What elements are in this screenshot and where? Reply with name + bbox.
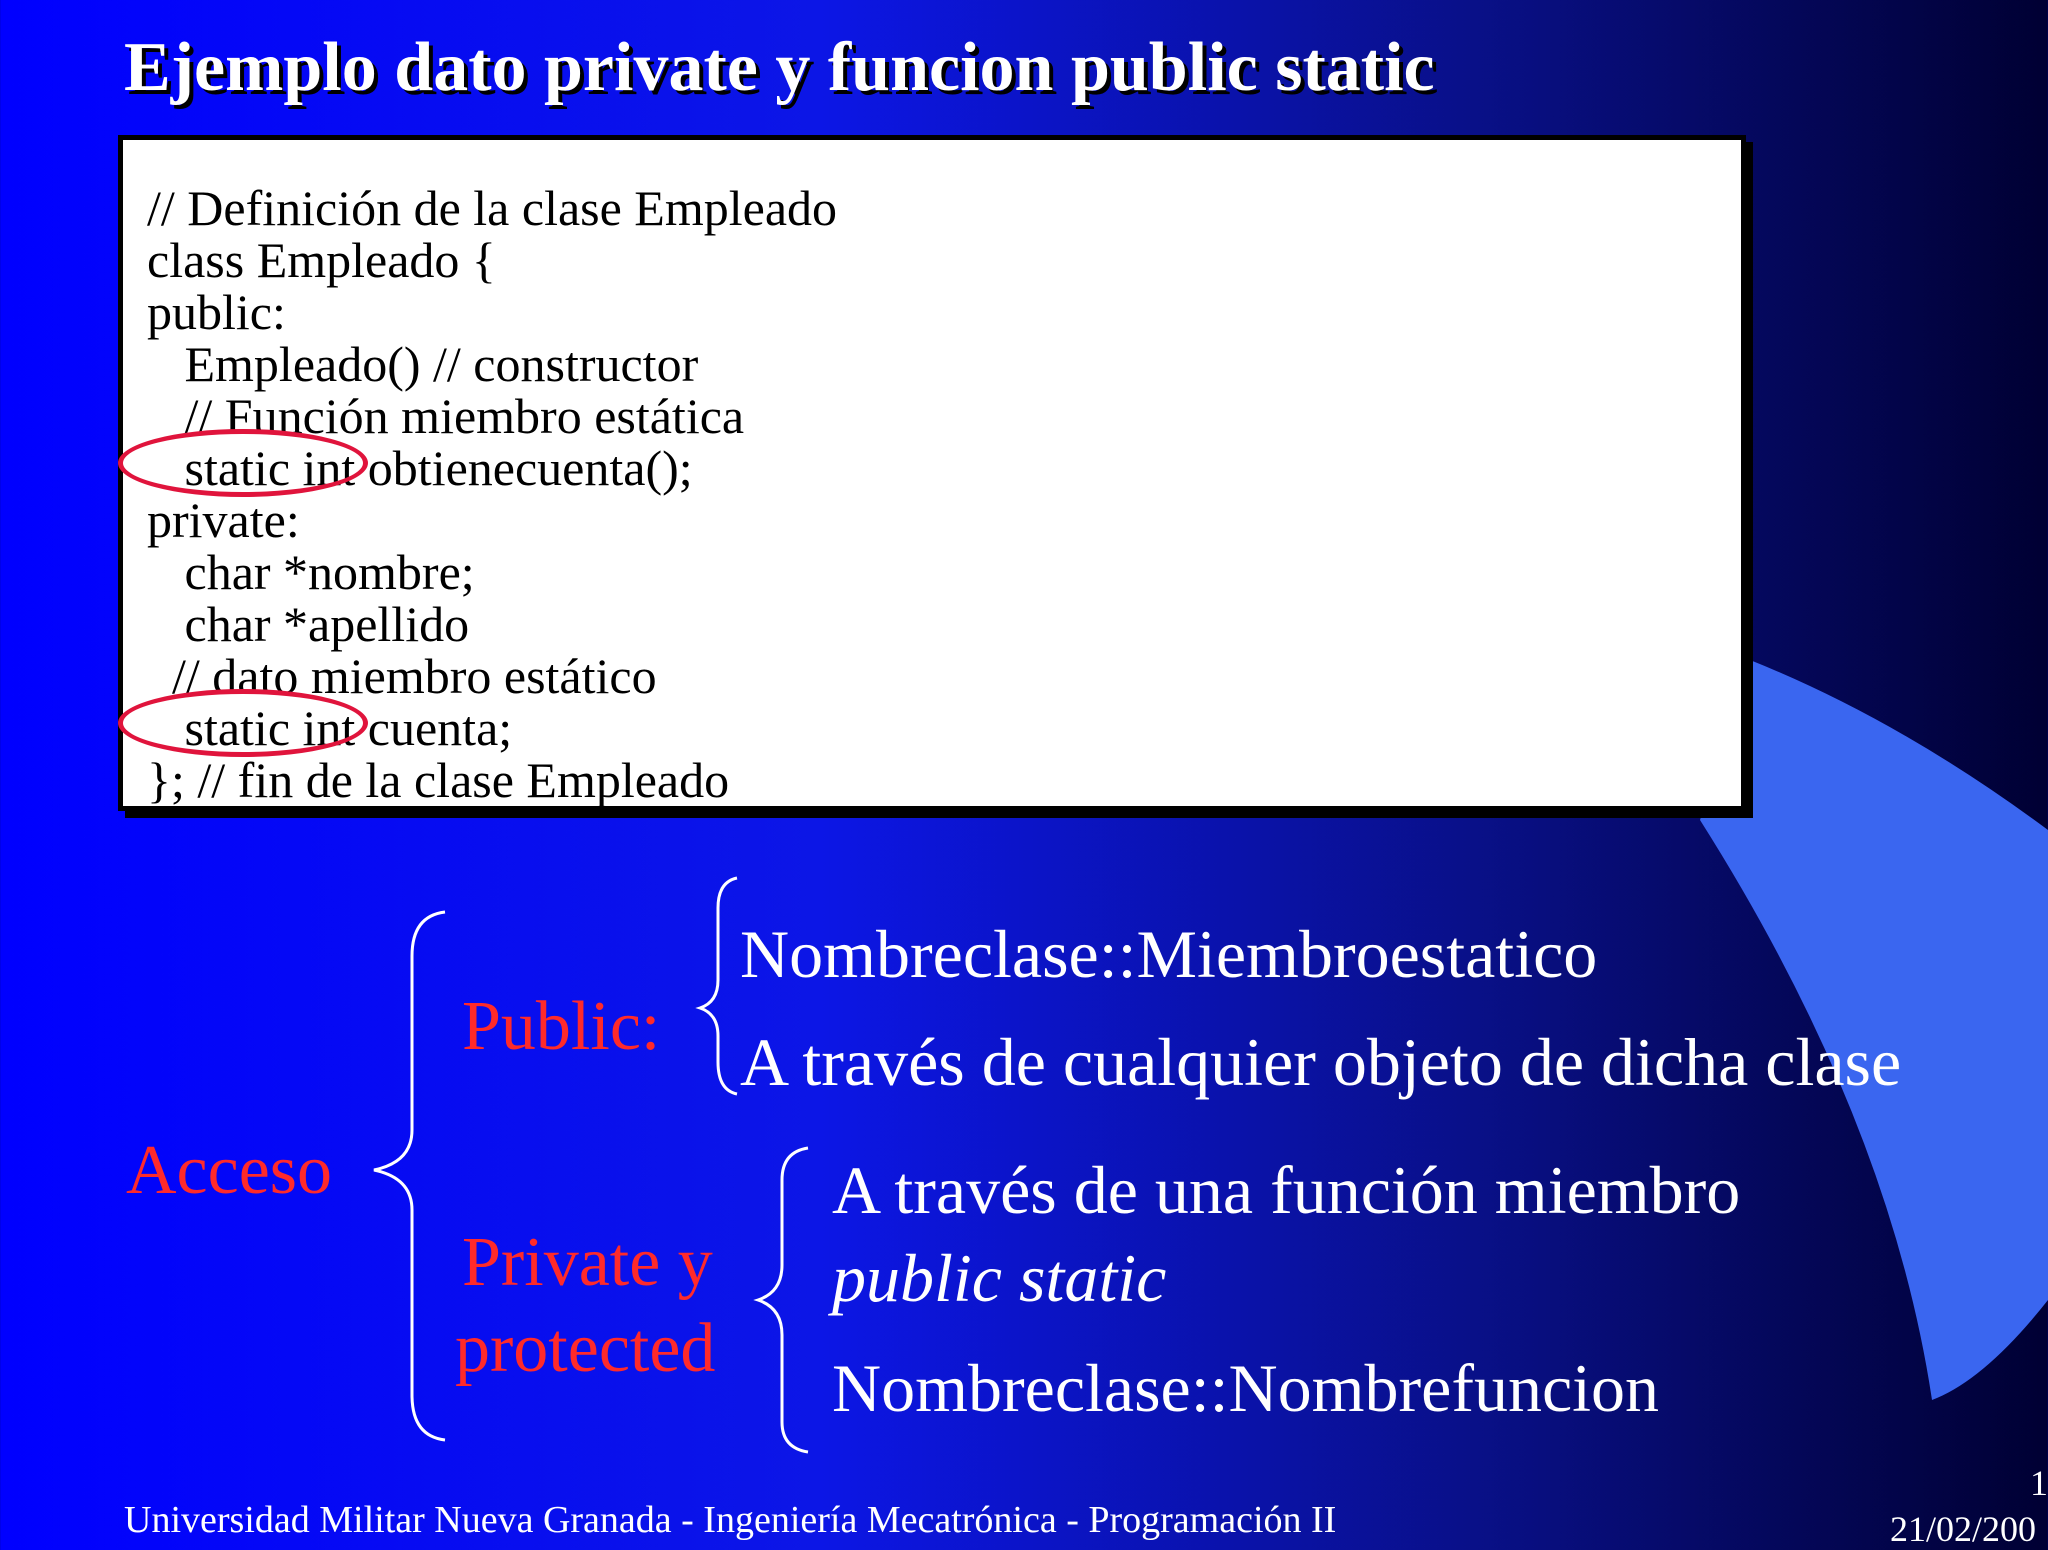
slide-title: Ejemplo dato private y funcion public static: [124, 29, 1435, 106]
code-line: char *apellido: [147, 596, 470, 652]
brace-private: [758, 1148, 808, 1452]
public-item: Nombreclase::Miembroestatico: [740, 916, 1598, 992]
slide-date: 21/02/200: [1890, 1509, 2037, 1549]
code-line: static int cuenta;: [147, 700, 513, 756]
acceso-label: Acceso: [126, 1132, 333, 1209]
code-line: char *nombre;: [147, 544, 475, 600]
code-line: public:: [147, 284, 286, 340]
private-label: Private y: [462, 1224, 713, 1301]
private-item: A través de una función miembro: [832, 1152, 1741, 1228]
brace-public: [700, 878, 737, 1094]
code-line: Empleado() // constructor: [147, 336, 699, 392]
code-line: private:: [147, 492, 300, 548]
protected-label: protected: [455, 1310, 716, 1387]
code-line: // dato miembro estático: [147, 648, 657, 704]
private-item: Nombreclase::Nombrefuncion: [832, 1350, 1660, 1426]
public-item: A través de cualquier objeto de dicha clase: [740, 1024, 1902, 1100]
code-line: // Función miembro estática: [147, 388, 745, 444]
code-line: class Empleado {: [147, 232, 496, 288]
brace-acceso: [374, 912, 445, 1440]
private-item-emphasis: public static: [832, 1240, 1167, 1316]
code-line: // Definición de la clase Empleado: [147, 180, 838, 236]
code-line: static int obtienecuenta();: [147, 440, 693, 496]
code-line: }; // fin de la clase Empleado: [147, 752, 730, 808]
footer-text: Universidad Militar Nueva Granada - Ingeniería Mecatrónica - Programación II: [124, 1499, 1337, 1541]
public-label: Public:: [462, 988, 661, 1065]
slide-number: 1: [2030, 1463, 2048, 1503]
